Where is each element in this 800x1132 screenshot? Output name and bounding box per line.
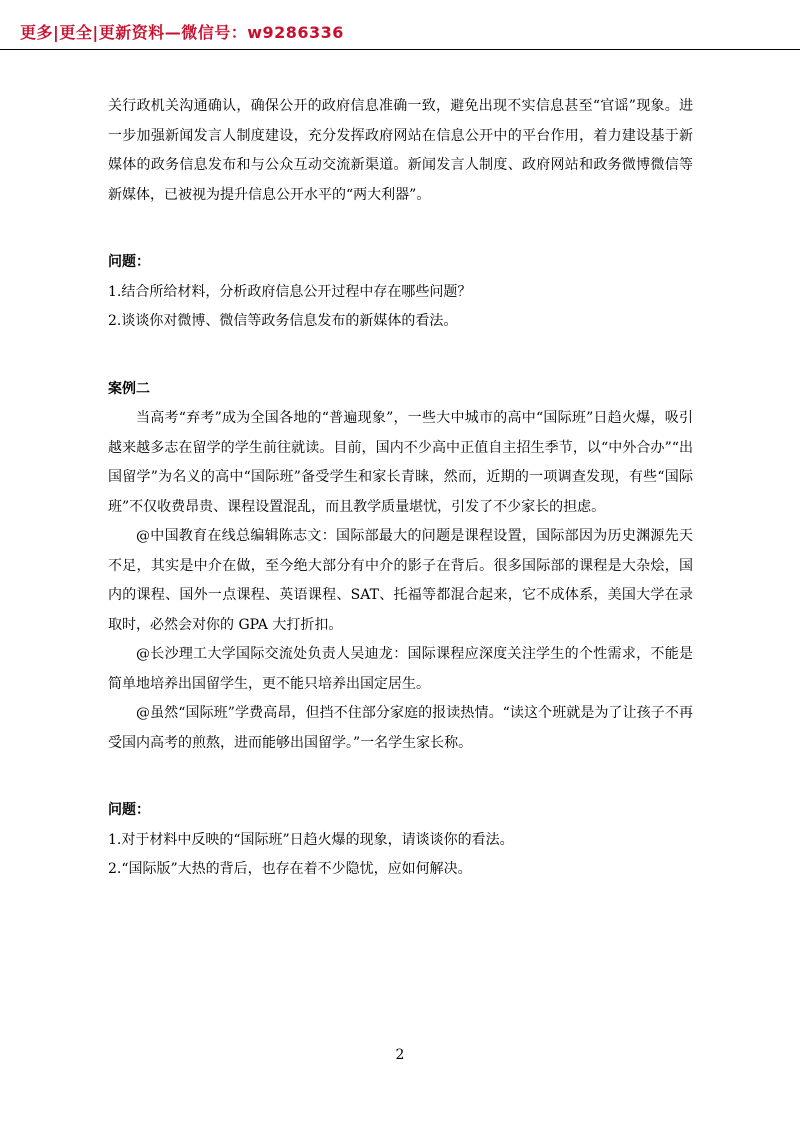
case2-paragraph-4: @虽然“国际班”学费高昂，但挡不住部分家庭的报读热情。“读这个班就是为了让孩子不再受国内高考的煎熬，进而能够出国留学。”一名学生家长称。 — [108, 705, 693, 751]
case2-question-1: 1.对于材料中反映的“国际班”日趋火爆的现象，请谈谈你的看法。 — [108, 831, 514, 848]
case2-paragraph-3: @长沙理工大学国际交流处负责人吴迪龙：国际课程应深度关注学生的个性需求，不能是简单地培养出国留学生，更不能只培养出国定居生。 — [108, 646, 693, 692]
section1-question-1: 1.结合所给材料，分析政府信息公开过程中存在哪些问题？ — [108, 283, 472, 300]
case2-paragraph-1: 当高考“弃考”成为全国各地的“普遍现象”，一些大中城市的高中“国际班”日趋火爆，吸引越来越多志在留学的学生前往就读。目前，国内不少高中正值自主招生季节，以“中外合办”“出国留学”为名义的高中“国际班”备受学生和家长青睐，然而，近期的一项调查发现，有些“国际班”不仅收费昂贵、课程设置混乱，而且教学质量堪忧，引发了不少家长的担虑。 — [108, 410, 693, 515]
spacer — [108, 210, 693, 248]
case2-paragraph-2: @中国教育在线总编辑陈志文：国际部最大的问题是课程设置，国际部因为历史渊源先天不足，其实是中介在做，至今绝大部分有中介的影子在背后。很多国际部的课程是大杂烩，国内的课程、国外一点课程、英语课程、SAT、托福等都混合起来，它不成体系，美国大学在录取时，必然会对你的 GPA 大打折扣。 — [108, 528, 693, 633]
case2-title: 案例二 — [108, 380, 150, 397]
section1-question-2: 2.谈谈你对微博、微信等政务信息发布的新媒体的看法。 — [108, 313, 458, 329]
spacer — [108, 758, 693, 796]
page-number: 2 — [395, 1047, 405, 1063]
document-body — [108, 92, 693, 885]
case2-questions-heading: 问题： — [108, 802, 150, 818]
intro-paragraph: 关行政机关沟通确认，确保公开的政府信息准确一致，避免出现不实信息甚至“官谣”现象。进一步加强新闻发言人制度建设，充分发挥政府网站在信息公开中的平台作用，着力建设基于新媒体的政务信息发布和与公众互动交流新渠道。新闻发言人制度、政府网站和政务微博微信等新媒体，已被视为提升信息公开水平的“两大利器”。 — [108, 98, 693, 203]
section1-questions-heading: 问题： — [108, 254, 150, 270]
spacer — [108, 337, 693, 375]
case2-question-2: 2.“国际版”大热的背后，也存在着不少隐忧，应如何解决。 — [108, 861, 472, 877]
header-watermark: 更多|更全|更新资料—微信号：w9286336 — [20, 23, 344, 42]
header-divider — [0, 49, 800, 50]
